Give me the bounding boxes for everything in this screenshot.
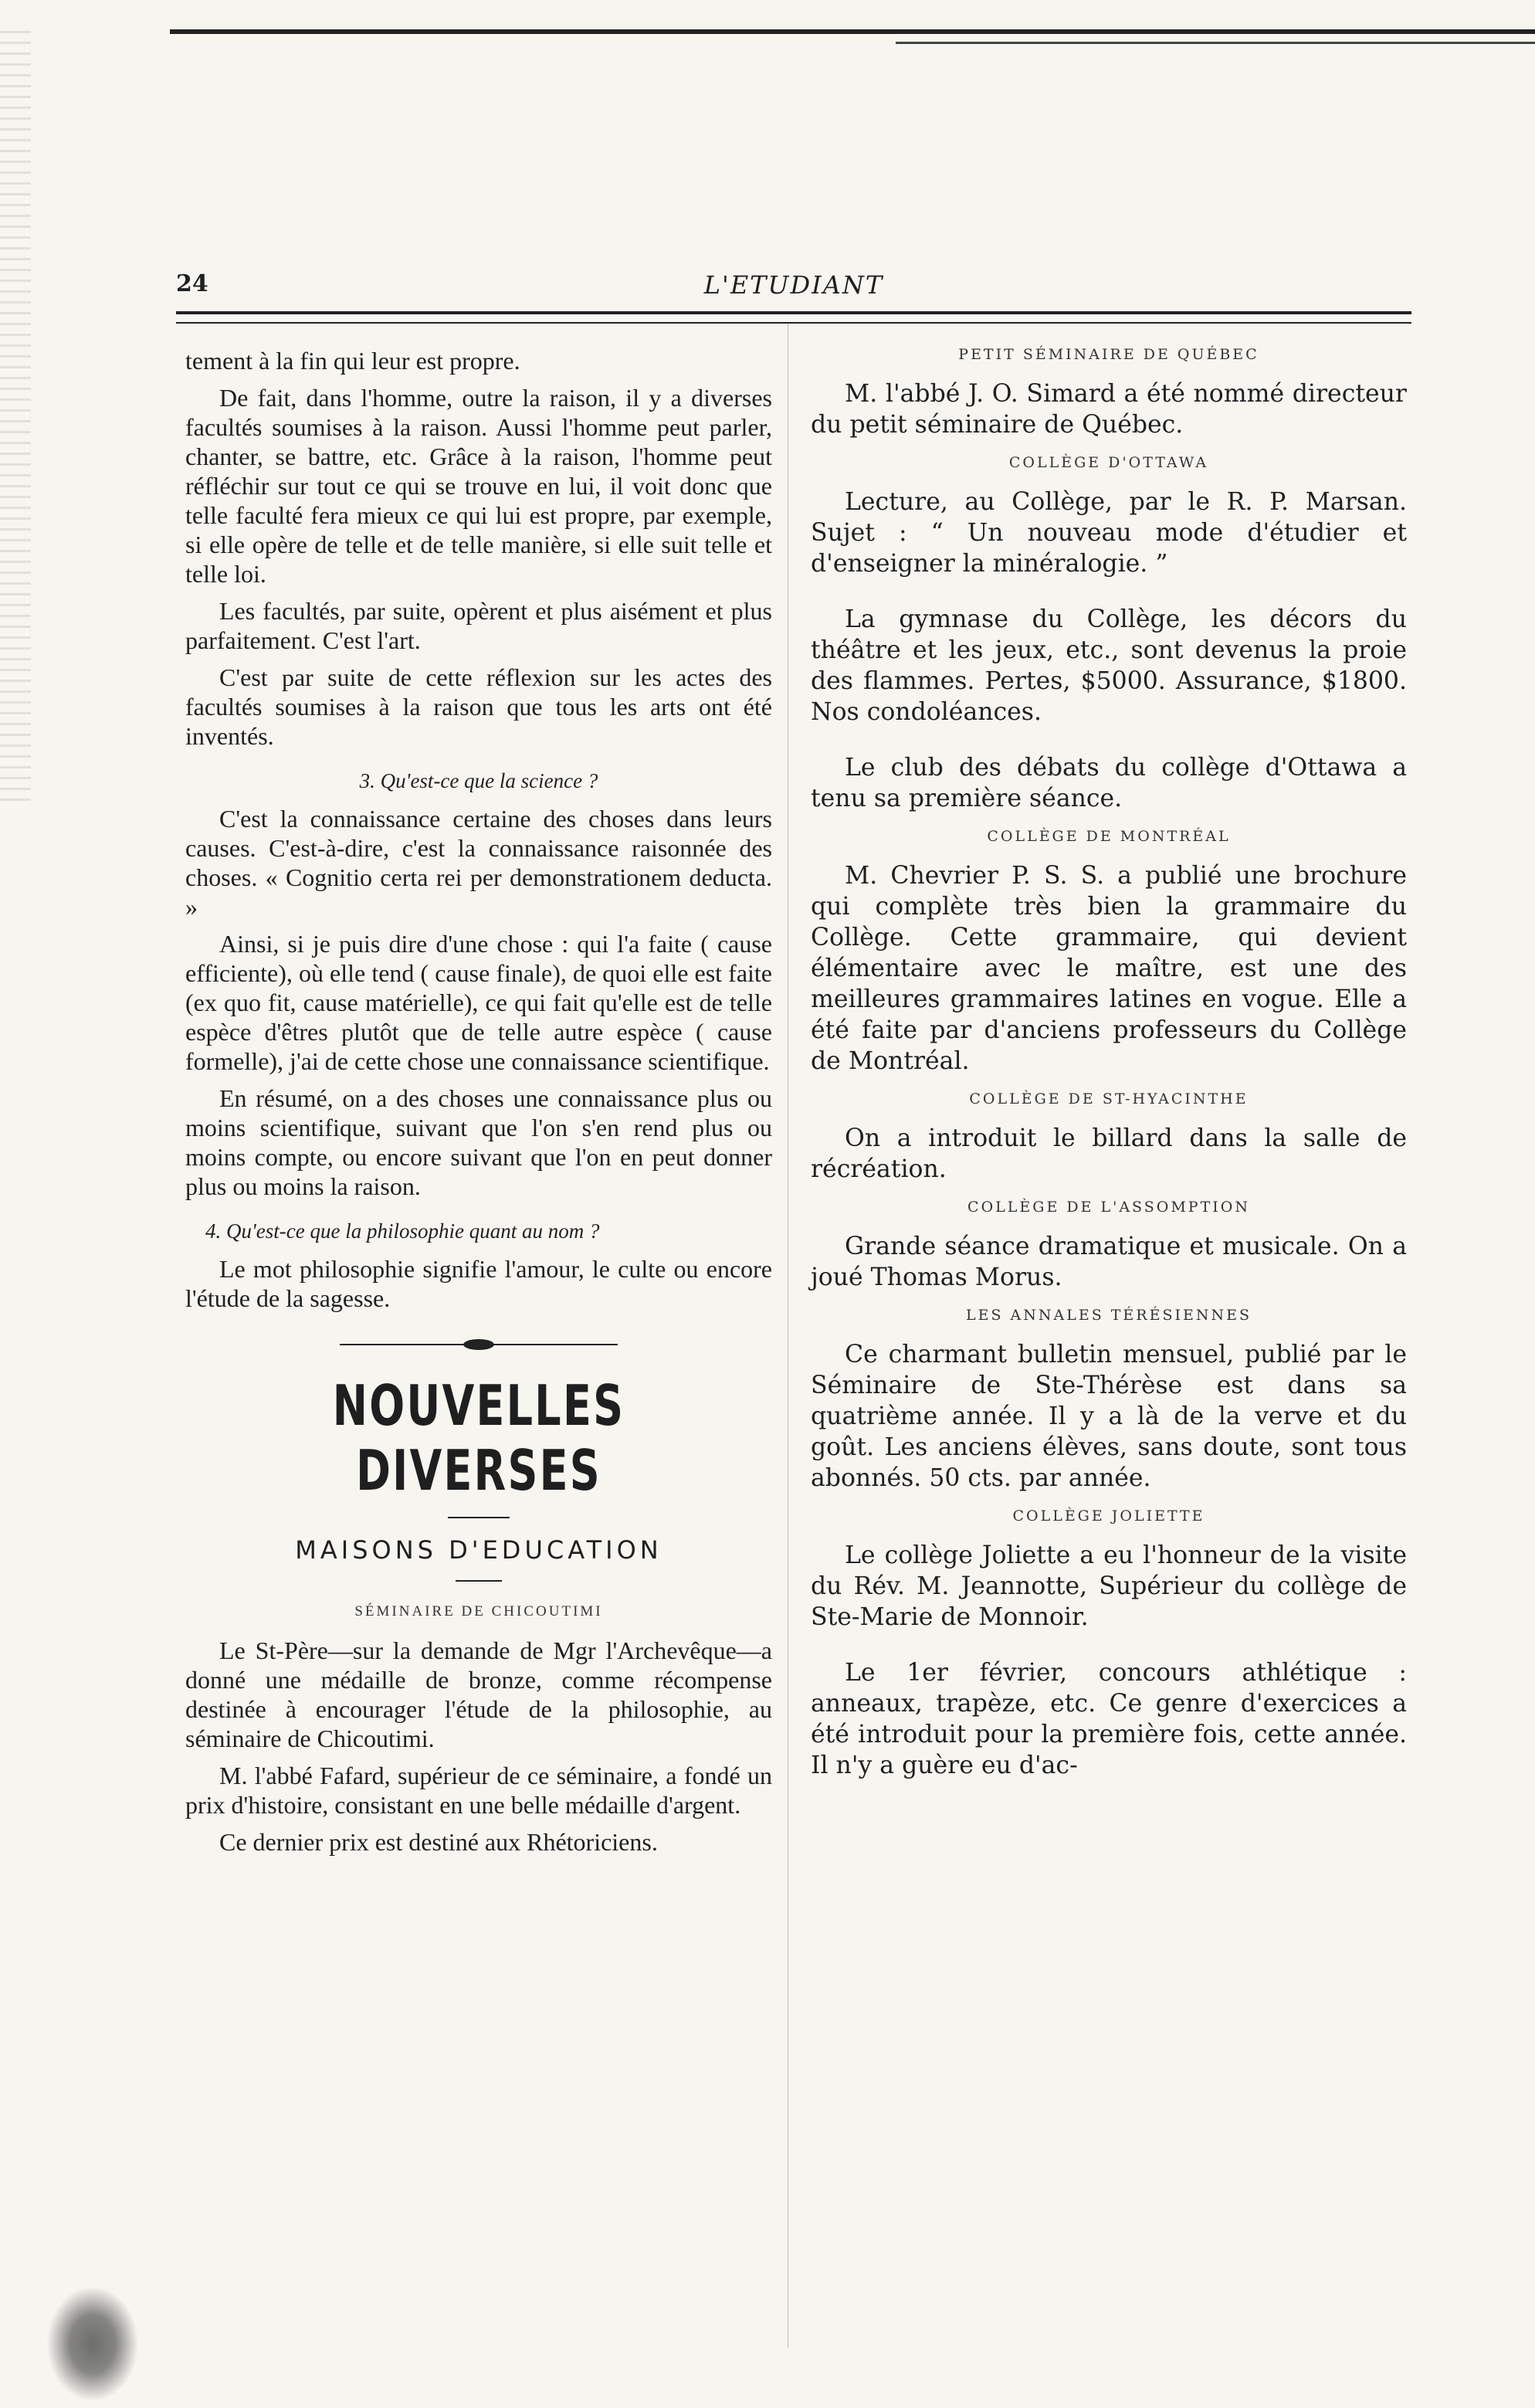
paragraph: M. Chevrier P. S. S. a publié une brochure qui complète très bien la grammaire du Collège. Cette grammaire, qui devient élémentaire avec le maître, est une des meilleures grammaires latines en vogue. Elle a été faite par d'anciens professeurs du Collège de Montréal. (811, 862, 1407, 1075)
page-header (176, 270, 1411, 301)
corner-smudge (46, 2286, 139, 2402)
top-edge-rule (170, 29, 1535, 34)
paragraph: Les facultés, par suite, opèrent et plus aisément et plus parfaitement. C'est l'art. (185, 597, 772, 654)
institution-heading: COLLÈGE DE MONTRÉAL (987, 828, 1231, 845)
section-title: NOUVELLES DIVERSES (332, 1373, 625, 1503)
top-edge-rule-thin (896, 42, 1535, 44)
paragraph: La gymnase du Collège, les décors du théâtre et les jeux, etc., sont devenus la proie des flammes. Pertes, $5000. Assurance, $1800. Nos condoléances. (811, 605, 1407, 726)
paragraph: C'est par suite de cette réflexion sur les actes des facultés soumises à la raison que tous les arts ont été inventés. (185, 663, 772, 750)
institution-heading: LES ANNALES TÉRÉSIENNES (965, 1307, 1252, 1324)
header-rule (176, 311, 1411, 324)
paragraph: Le 1er février, concours athlétique : anneaux, trapèze, etc. Ce genre d'exercices a été introduit pour la première fois, cette année. Il n'y a guère eu d'ac- (811, 1659, 1407, 1779)
page-number: 24 (176, 270, 208, 297)
paragraph: De fait, dans l'homme, outre la raison, il y a diverses facultés soumises à la raison. Aussi l'homme peut parler, chanter, se battre, etc. Grâce à la raison, l'homme peut réfléchir sur tout ce qui se trouve en lui, il voit donc que telle faculté fera mieux ce qui lui est propre, par exemple, si elle opère de telle et de telle manière, si elle suit telle et telle loi. (185, 384, 772, 588)
subsection-title: MAISONS D'EDUCATION (295, 1535, 662, 1565)
paragraph: En résumé, on a des choses une connaissance plus ou moins scientifique, suivant que l'on s'en rend plus ou moins compte, ou encore suivant que l'on en peut donner plus ou moins la raison. (185, 1084, 772, 1200)
institution-heading: SÉMINAIRE DE CHICOUTIMI (354, 1603, 603, 1619)
paragraph: C'est la connaissance certaine des choses dans leurs causes. C'est-à-dire, c'est la connaissance raisonnée des choses. « Cognitio certa rei per demonstrationem deducta. » (185, 805, 772, 921)
paragraph: M. l'abbé J. O. Simard a été nommé directeur du petit séminaire de Québec. (811, 380, 1407, 439)
left-edge-marks (0, 31, 31, 803)
paragraph: Grande séance dramatique et musicale. On a joué Thomas Morus. (811, 1233, 1407, 1291)
paragraph: Ce charmant bulletin mensuel, publié par le Séminaire de Ste-Thérèse est dans sa quatrième année. Il y a là de la verve et du goût. Les anciens élèves, sans doute, sont tous abonnés. 50 cts. par année. (811, 1341, 1407, 1492)
right-column (811, 346, 1407, 1789)
paragraph: Ainsi, si je puis dire d'une chose : qui l'a faite ( cause efficiente), où elle tend ( cause finale), de quoi elle est faite (ex quo fit, cause matérielle), ce qui fait qu'elle est de telle espèce d'êtres plutôt que de telle autre espèce ( cause formelle), j'ai de cette chose une connaissance scientifique. (185, 930, 772, 1075)
institution-heading: COLLÈGE DE ST-HYACINTHE (969, 1090, 1249, 1107)
paragraph: M. l'abbé Fafard, supérieur de ce séminaire, a fondé un prix d'histoire, consistant en une belle médaille d'argent. (185, 1762, 772, 1819)
short-rule (456, 1580, 502, 1582)
paragraph: tement à la fin qui leur est propre. (185, 347, 520, 375)
paragraph: Le club des débats du collège d'Ottawa a tenu sa première séance. (811, 754, 1407, 812)
institution-heading: COLLÈGE D'OTTAWA (1008, 454, 1209, 471)
question-heading: 3. Qu'est-ce que la science ? (359, 769, 598, 792)
institution-heading: PETIT SÉMINAIRE DE QUÉBEC (958, 346, 1259, 363)
paragraph: Le collège Joliette a eu l'honneur de la visite du Rév. M. Jeannotte, Supérieur du collège de Ste-Marie de Monnoir. (811, 1541, 1407, 1631)
left-column (185, 346, 772, 1864)
paragraph: Ce dernier prix est destiné aux Rhétoriciens. (219, 1828, 658, 1856)
paragraph: Lecture, au Collège, par le R. P. Marsan. Sujet : “ Un nouveau mode d'étudier et d'enseigner la minéralogie. ” (811, 488, 1407, 578)
question-heading: 4. Qu'est-ce que la philosophie quant au nom ? (205, 1219, 600, 1243)
paragraph: Le St-Père—sur la demande de Mgr l'Archevêque—a donné une médaille de bronze, comme récompense destinée à encourager l'étude de la philosophie, au séminaire de Chicoutimi. (185, 1636, 772, 1752)
paragraph: Le mot philosophie signifie l'amour, le culte ou encore l'étude de la sagesse. (185, 1255, 772, 1312)
paragraph: On a introduit le billard dans la salle de récréation. (811, 1124, 1407, 1183)
institution-heading: COLLÈGE DE L'ASSOMPTION (967, 1199, 1250, 1216)
ornament-rule (340, 1344, 618, 1345)
short-rule (448, 1517, 510, 1518)
running-title: L'ETUDIANT (703, 270, 884, 300)
institution-heading: COLLÈGE JOLIETTE (1012, 1508, 1205, 1525)
